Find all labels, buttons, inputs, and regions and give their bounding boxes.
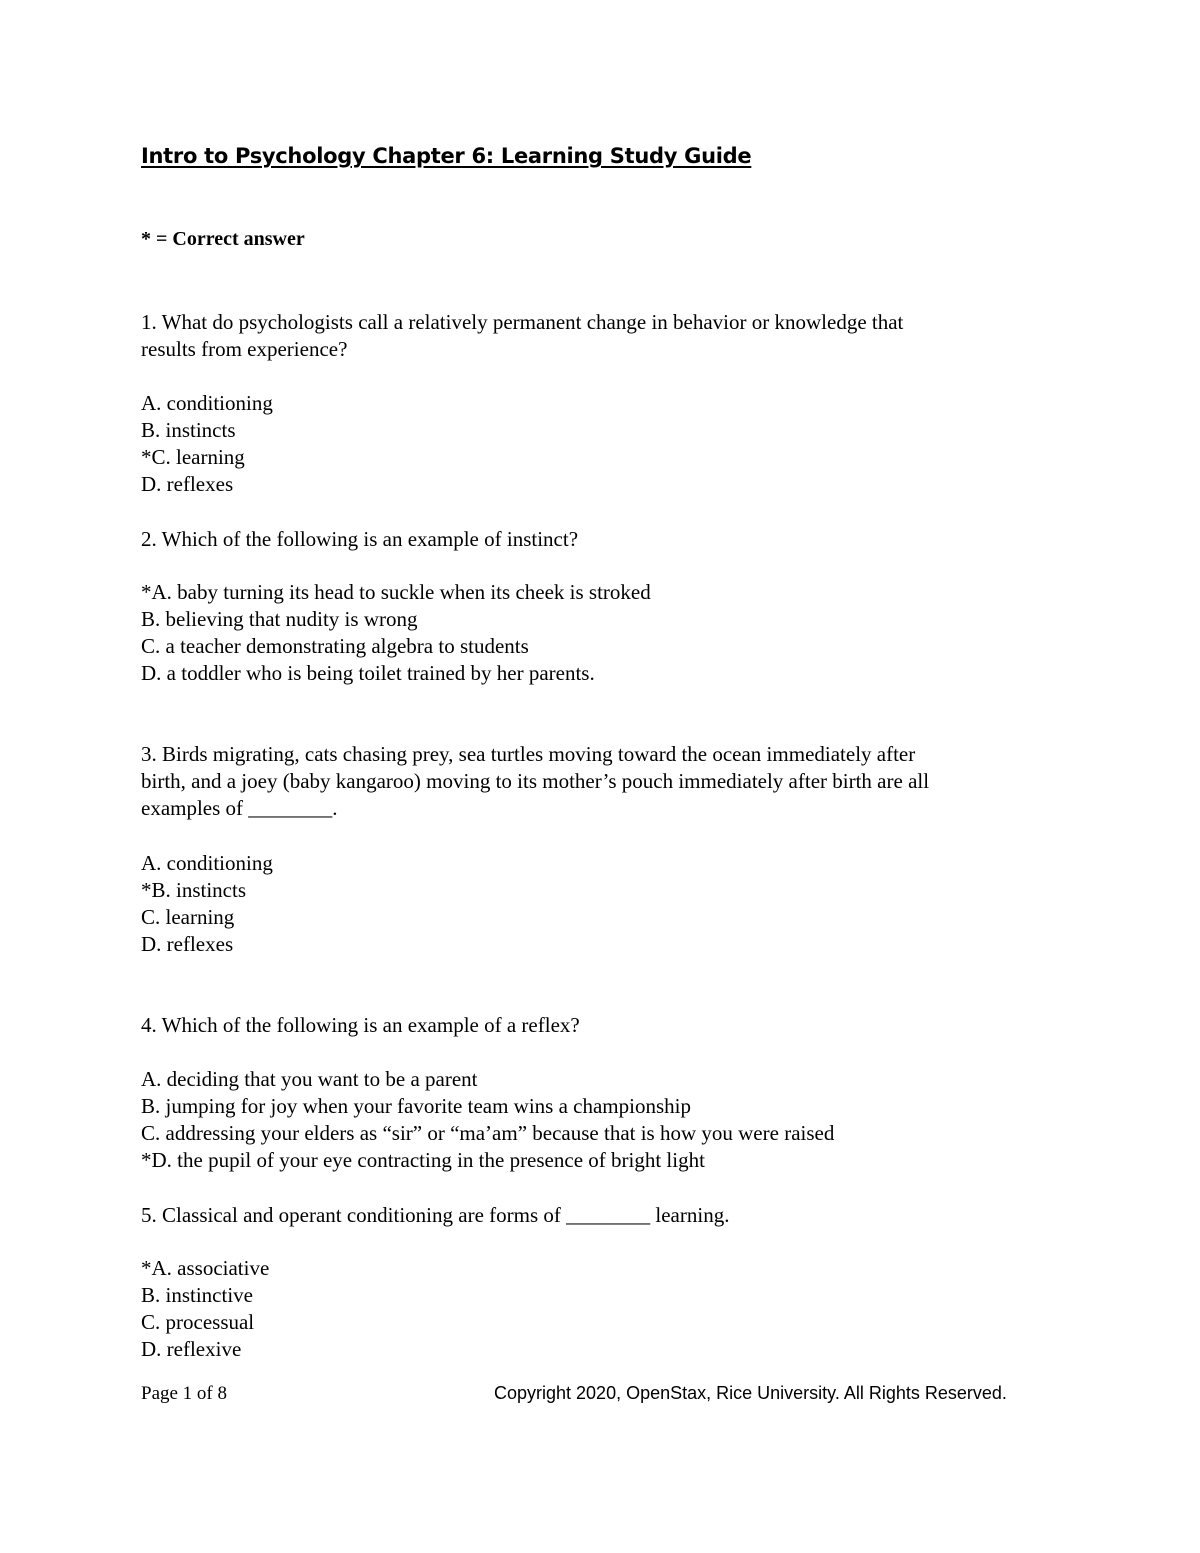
question-line: 1. What do psychologists call a relatively permanent change in behavior or knowledge that	[141, 310, 904, 334]
answer-option: C. a teacher demonstrating algebra to students	[141, 634, 529, 658]
document-title: Intro to Psychology Chapter 6: Learning Study Guide	[141, 144, 752, 168]
answer-option: B. jumping for joy when your favorite team wins a championship	[141, 1094, 691, 1118]
question-line: 4. Which of the following is an example of a reflex?	[141, 1013, 580, 1037]
answer-option-correct: *D. the pupil of your eye contracting in the presence of bright light	[141, 1148, 705, 1172]
answer-key-legend: * = Correct answer	[141, 228, 305, 250]
question-4-stem	[141, 1012, 580, 1039]
question-1-options	[141, 390, 273, 498]
question-3-stem	[141, 741, 929, 822]
answer-option: D. reflexes	[141, 932, 234, 956]
answer-option: A. deciding that you want to be a parent	[141, 1067, 478, 1091]
question-5-options	[141, 1255, 269, 1363]
question-4-options	[141, 1066, 834, 1174]
answer-option: D. a toddler who is being toilet trained by her parents.	[141, 661, 595, 685]
question-line: examples of ________.	[141, 796, 338, 820]
answer-option: B. instinctive	[141, 1283, 253, 1307]
answer-option-correct: *C. learning	[141, 445, 245, 469]
answer-option: D. reflexive	[141, 1337, 242, 1361]
question-line: results from experience?	[141, 337, 348, 361]
question-1-stem	[141, 309, 903, 363]
answer-option: A. conditioning	[141, 391, 273, 415]
question-line: 2. Which of the following is an example of instinct?	[141, 527, 579, 551]
question-line: birth, and a joey (baby kangaroo) moving to its mother’s pouch immediately after birth are all	[141, 769, 930, 793]
answer-option-correct: *A. associative	[141, 1256, 270, 1280]
copyright-notice: Copyright 2020, OpenStax, Rice University. All Rights Reserved.	[494, 1383, 1007, 1403]
answer-option: B. believing that nudity is wrong	[141, 607, 418, 631]
answer-option: B. instincts	[141, 418, 236, 442]
page-number: Page 1 of 8	[141, 1383, 228, 1404]
answer-option: C. learning	[141, 905, 235, 929]
answer-option: C. processual	[141, 1310, 255, 1334]
answer-option-correct: *B. instincts	[141, 878, 247, 902]
answer-option: D. reflexes	[141, 472, 234, 496]
question-2-stem	[141, 526, 578, 553]
answer-option: A. conditioning	[141, 851, 273, 875]
answer-option-correct: *A. baby turning its head to suckle when its cheek is stroked	[141, 580, 651, 604]
answer-option: C. addressing your elders as “sir” or “ma’am” because that is how you were raised	[141, 1121, 835, 1145]
question-line: 3. Birds migrating, cats chasing prey, sea turtles moving toward the ocean immediately after	[141, 742, 916, 766]
question-2-options	[141, 579, 651, 687]
question-5-stem	[141, 1202, 729, 1229]
question-3-options	[141, 850, 273, 958]
question-line: 5. Classical and operant conditioning are forms of ________ learning.	[141, 1203, 730, 1227]
